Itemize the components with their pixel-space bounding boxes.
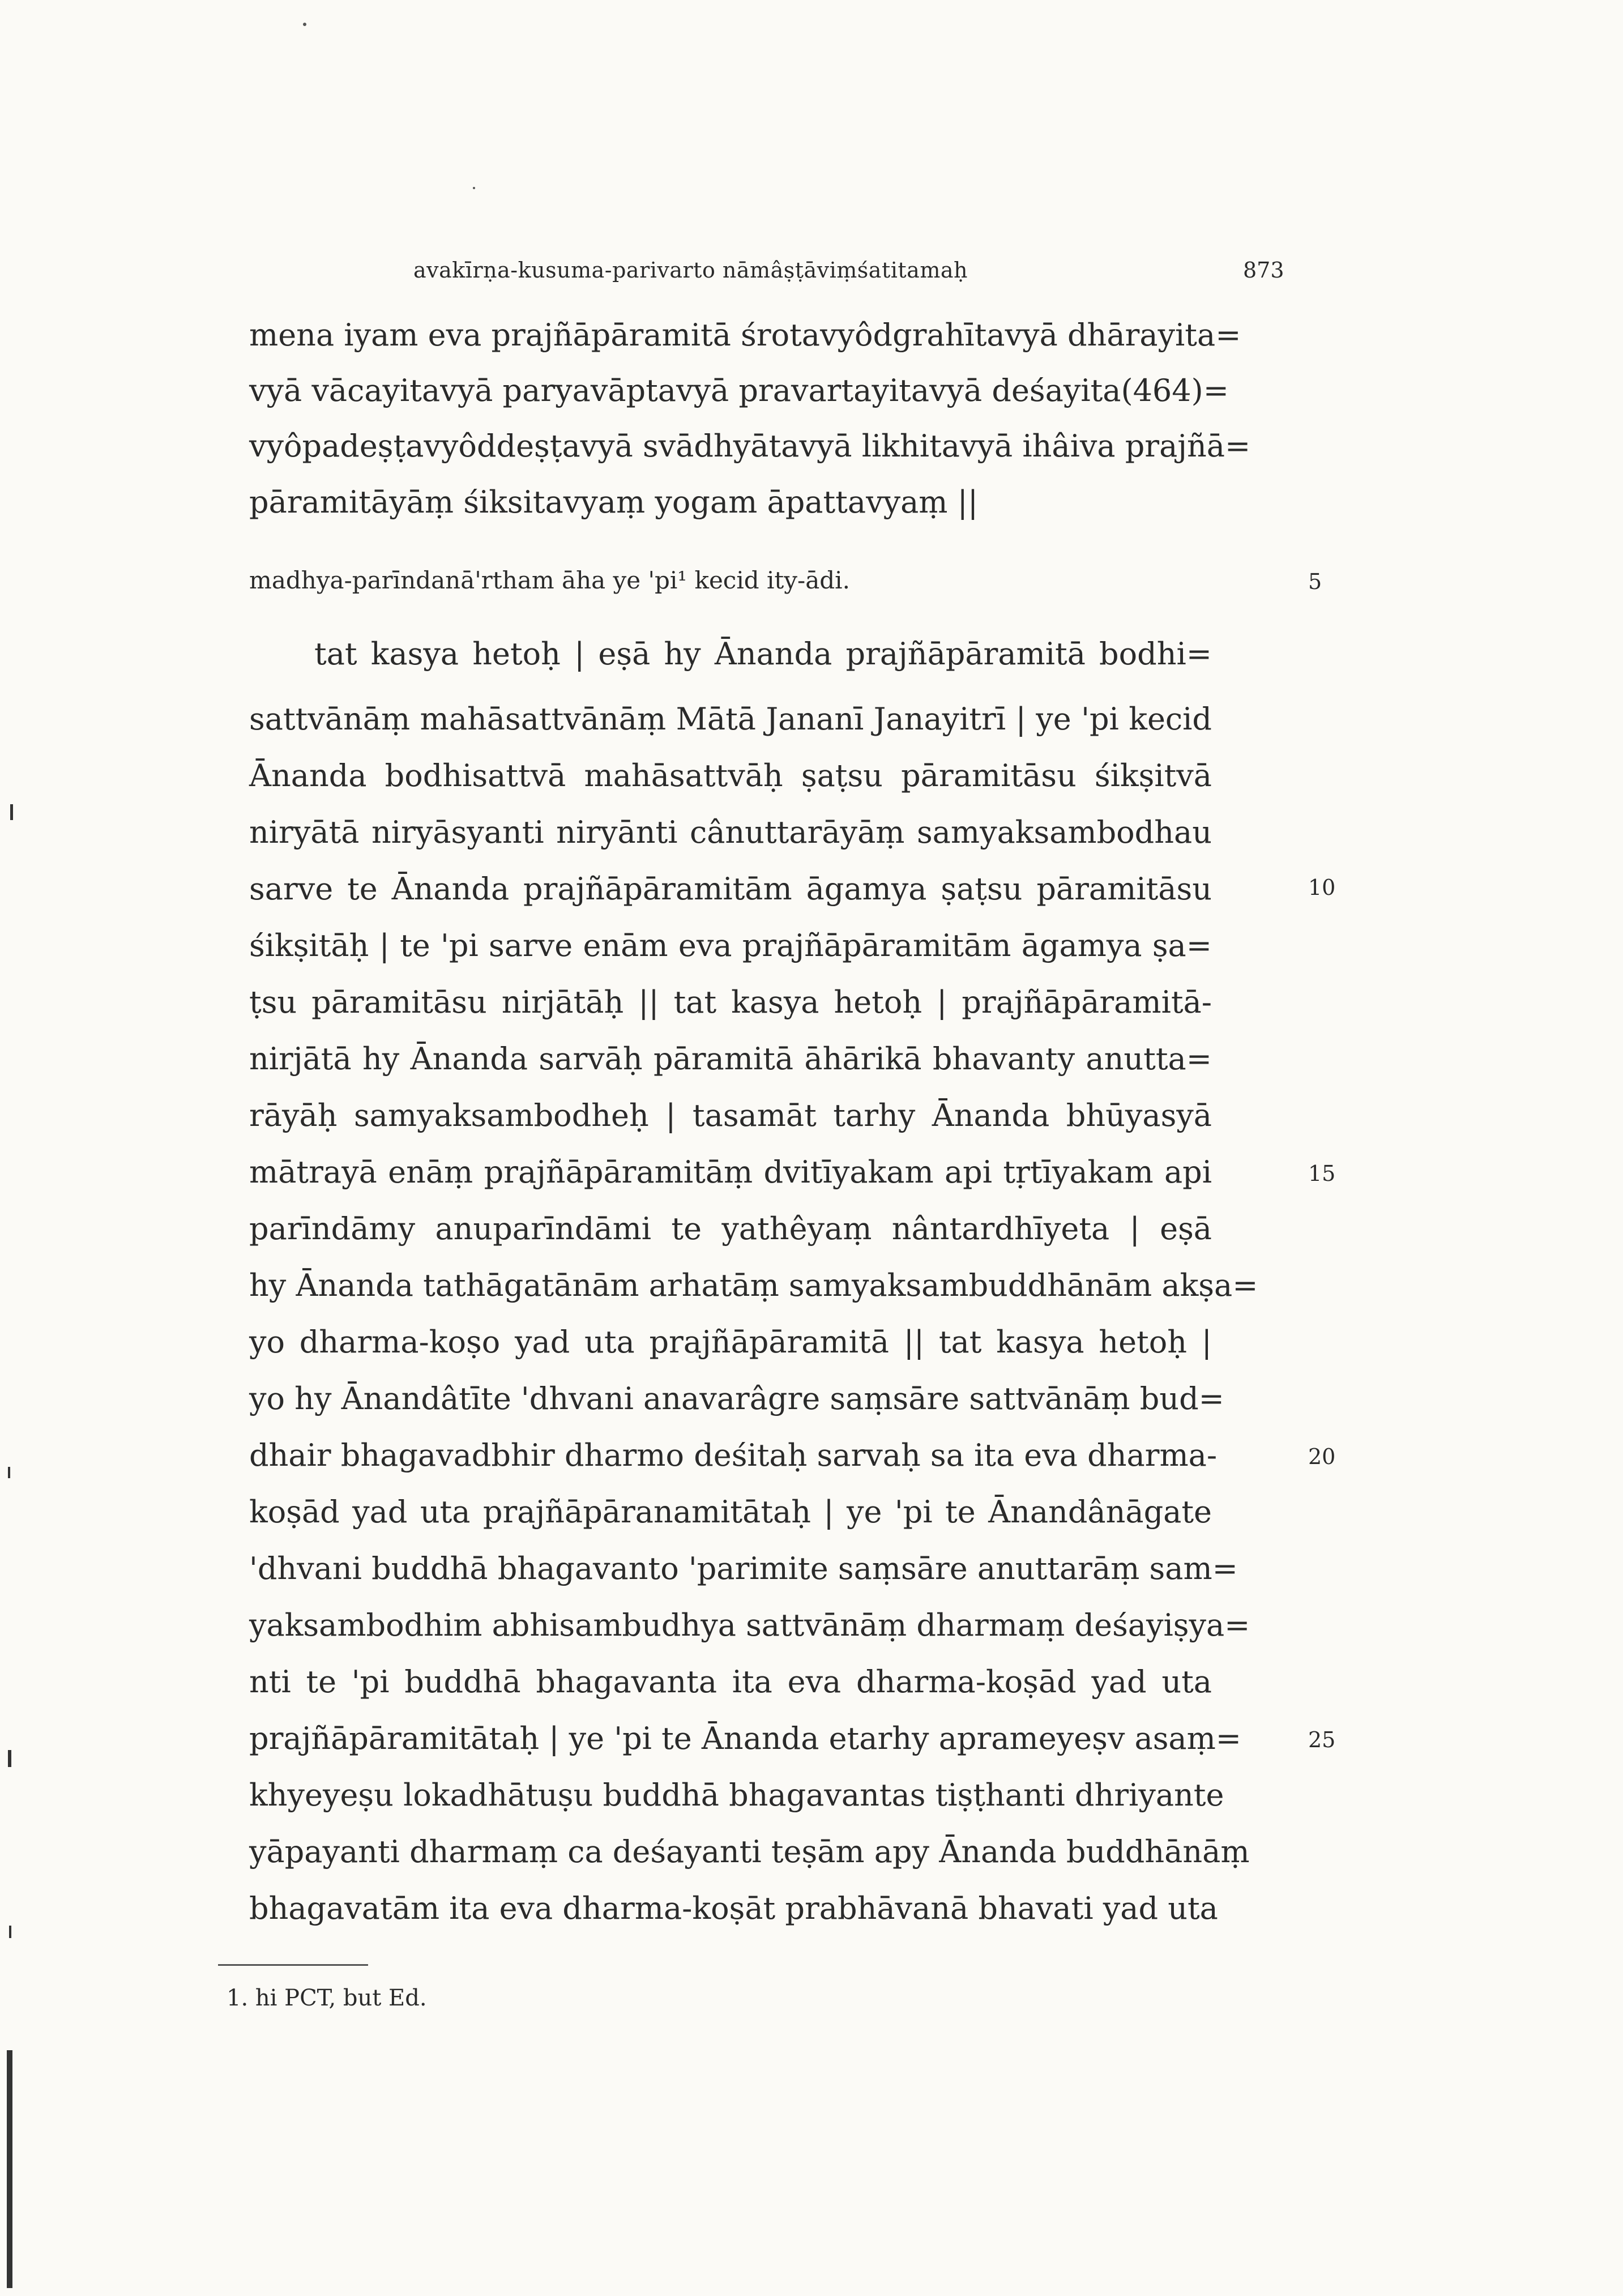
footnote: 1. hi PCT, but Ed. bbox=[227, 1985, 427, 2011]
text-line: parīndāmy anuparīndāmi te yathêyaṃ nântardhīyeta | eṣā bbox=[249, 1211, 1212, 1247]
text-line: yāpayanti dharmaṃ ca deśayanti teṣām apy Ānanda buddhānāṃ bbox=[249, 1834, 1250, 1870]
binding-edge-mark bbox=[7, 2050, 12, 2288]
text-line: sarve te Ānanda prajñāpāramitām āgamya ṣaṭsu pāramitāsu bbox=[249, 871, 1212, 907]
margin-mark bbox=[8, 1750, 11, 1767]
line-number: 25 bbox=[1308, 1727, 1336, 1752]
text-line: khyeyeṣu lokadhātuṣu buddhā bhagavantas tiṣṭhanti dhriyante bbox=[249, 1777, 1224, 1813]
scan-speck bbox=[473, 187, 475, 189]
text-line: mātrayā enāṃ prajñāpāramitāṃ dvitīyakam api tṛtīyakam api bbox=[249, 1154, 1212, 1190]
text-line: dhair bhagavadbhir dharmo deśitaḥ sarvaḥ sa ita eva dharma- bbox=[249, 1437, 1218, 1473]
text-line: Ānanda bodhisattvā mahāsattvāḥ ṣaṭsu pāramitāsu śikṣitvā bbox=[249, 758, 1212, 793]
scan-speck bbox=[303, 23, 306, 26]
text-line: yo hy Ānandâtīte 'dhvani anavarâgre saṃsāre sattvānāṃ bud= bbox=[249, 1381, 1224, 1416]
line-number: 20 bbox=[1308, 1444, 1336, 1469]
text-line: ṭsu pāramitāsu nirjātāḥ || tat kasya hetoḥ | prajñāpāramitā- bbox=[249, 984, 1212, 1020]
page-number: 873 bbox=[1243, 258, 1284, 283]
text-line: sattvānāṃ mahāsattvānāṃ Mātā Jananī Janayitrī | ye 'pi kecid bbox=[249, 701, 1212, 737]
line-number: 5 bbox=[1308, 569, 1322, 594]
footnote-rule bbox=[218, 1964, 368, 1966]
running-title: avakīrṇa-kusuma-parivarto nāmâṣṭāviṃśatitamaḥ bbox=[413, 258, 968, 283]
text-line: bhagavatām ita eva dharma-koṣāt prabhāvanā bhavati yad uta bbox=[249, 1890, 1218, 1926]
text-line: vyā vācayitavyā paryavāptavyā pravartayitavyā deśayita(464)= bbox=[249, 373, 1229, 408]
text-line: nirjātā hy Ānanda sarvāḥ pāramitā āhārikā bhavanty anutta= bbox=[249, 1041, 1212, 1077]
margin-mark bbox=[8, 1467, 10, 1478]
text-line: koṣād yad uta prajñāpāranamitātaḥ | ye 'pi te Ānandânāgate bbox=[249, 1494, 1212, 1530]
text-line: prajñāpāramitātaḥ | ye 'pi te Ānanda etarhy aprameyeṣv asaṃ= bbox=[249, 1721, 1242, 1756]
text-line: tat kasya hetoḥ | eṣā hy Ānanda prajñāpāramitā bodhi= bbox=[314, 636, 1212, 672]
text-line: vyôpadeṣṭavyôddeṣṭavyā svādhyātavyā likhitavyā ihâiva prajñā= bbox=[249, 428, 1251, 464]
text-line: niryātā niryāsyanti niryānti cânuttarāyāṃ samyaksambodhau bbox=[249, 814, 1212, 850]
margin-mark bbox=[10, 804, 13, 820]
text-line: yaksambodhim abhisambudhya sattvānāṃ dharmaṃ deśayiṣya= bbox=[249, 1607, 1250, 1643]
margin-mark bbox=[9, 1926, 11, 1938]
commentary-line: madhya-parīndanā'rtham āha ye 'pi¹ kecid ity-ādi. bbox=[249, 566, 850, 594]
line-number: 10 bbox=[1308, 875, 1336, 900]
text-line: yo dharma-koṣo yad uta prajñāpāramitā || tat kasya hetoḥ | bbox=[249, 1324, 1212, 1360]
text-line: mena iyam eva prajñāpāramitā śrotavyôdgrahītavyā dhārayita= bbox=[249, 317, 1241, 353]
text-line: rāyāḥ samyaksambodheḥ | tasamāt tarhy Ānanda bhūyasyā bbox=[249, 1098, 1212, 1133]
text-line: 'dhvani buddhā bhagavanto 'parimite saṃsāre anuttarāṃ sam= bbox=[249, 1551, 1238, 1586]
text-line: hy Ānanda tathāgatānām arhatāṃ samyaksambuddhānām akṣa= bbox=[249, 1268, 1258, 1303]
line-number: 15 bbox=[1308, 1161, 1336, 1186]
text-line: nti te 'pi buddhā bhagavanta ita eva dharma-koṣād yad uta bbox=[249, 1664, 1212, 1700]
text-line: śikṣitāḥ | te 'pi sarve enām eva prajñāpāramitām āgamya ṣa= bbox=[249, 928, 1212, 963]
text-line: pāramitāyāṃ śiksitavyaṃ yogam āpattavyaṃ || bbox=[249, 484, 979, 520]
